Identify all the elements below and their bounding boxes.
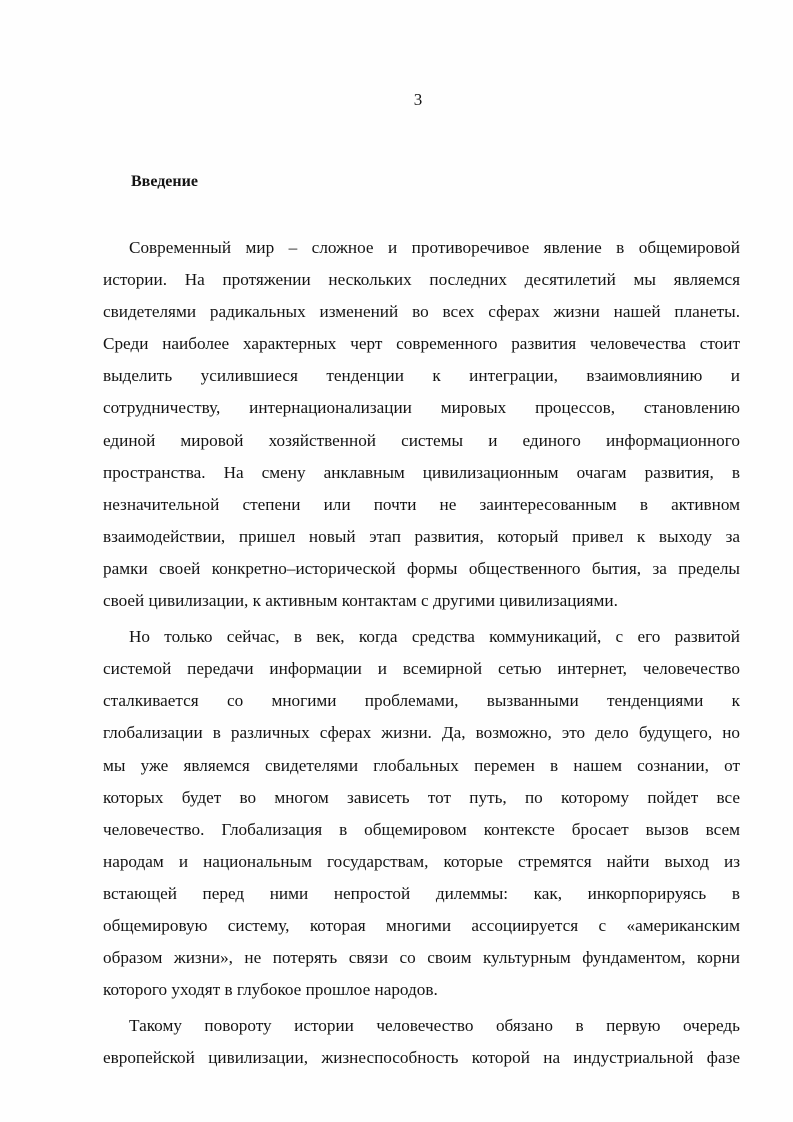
text-line: Современный мир – сложное и противоречивое явление в общемировой: [129, 238, 740, 257]
text-line: истории. На протяжении нескольких последних десятилетий мы являемся: [103, 270, 740, 290]
text-line: рамки своей конкретно–исторической формы общественного бытия, за пределы: [103, 558, 740, 578]
paragraph-1: [103, 232, 740, 617]
text-line: свидетелями радикальных изменений во всех сферах жизни нашей планеты.: [103, 302, 740, 322]
text-line: которых будет во многом зависеть тот путь, по которому пойдет все: [103, 787, 740, 807]
paragraph-2: [103, 621, 740, 1006]
text-line: общемировую систему, которая многими ассоциируется с «американским: [103, 915, 740, 935]
section-heading: Введение: [131, 173, 198, 190]
text-line: Такому повороту истории человечество обязано в первую очередь: [129, 1016, 740, 1036]
text-line: встающей перед ними непростой дилеммы: как, инкорпорируясь в: [103, 883, 740, 903]
text-line: народам и национальным государствам, которые стремятся найти выход из: [103, 851, 740, 871]
text-line: глобализации в различных сферах жизни. Да, возможно, это дело будущего, но: [103, 723, 740, 743]
text-line: Среди наиболее характерных черт современного развития человечества стоит: [103, 334, 740, 354]
paragraph-3: [103, 1010, 740, 1074]
page-number: 3: [413, 90, 423, 109]
text-line: сотрудничеству, интернационализации мировых процессов, становлению: [103, 398, 740, 418]
text-line: незначительной степени или почти не заинтересованным в активном: [103, 494, 740, 514]
text-line: взаимодействии, пришел новый этап развития, который привел к выходу за: [103, 526, 740, 546]
text-line: которого уходят в глубокое прошлое народов.: [103, 980, 438, 1000]
text-line: сталкивается со многими проблемами, вызванными тенденциями к: [103, 691, 740, 711]
text-line: европейской цивилизации, жизнеспособность которой на индустриальной фазе: [103, 1048, 740, 1068]
text-line: выделить усилившиеся тенденции к интеграции, взаимовлиянию и: [103, 366, 740, 386]
text-line: Но только сейчас, в век, когда средства коммуникаций, с его развитой: [129, 627, 740, 647]
text-line: пространства. На смену анклавным цивилизационным очагам развития, в: [103, 462, 740, 482]
text-line: своей цивилизации, к активным контактам с другими цивилизациями.: [103, 591, 618, 611]
text-line: человечество. Глобализация в общемировом контексте бросает вызов всем: [103, 819, 740, 839]
text-line: образом жизни», не потерять связи со своим культурным фундаментом, корни: [103, 948, 740, 968]
text-line: единой мировой хозяйственной системы и единого информационного: [103, 430, 740, 450]
text-line: системой передачи информации и всемирной сетью интернет, человечество: [103, 659, 740, 679]
text-line: мы уже являемся свидетелями глобальных перемен в нашем сознании, от: [103, 755, 740, 775]
body-text: [103, 232, 740, 1074]
